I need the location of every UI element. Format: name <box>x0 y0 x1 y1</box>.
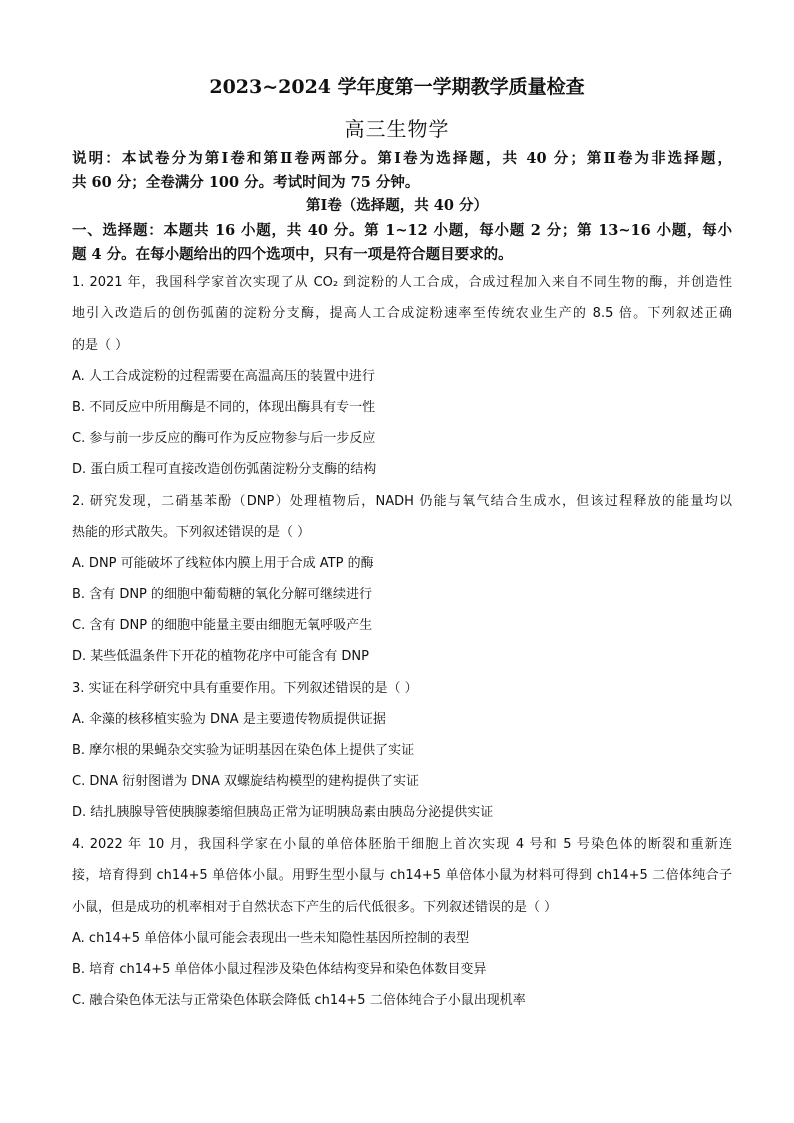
q1-option-d: D. 蛋白质工程可直接改造创伤弧菌淀粉分支酶的结构 <box>72 462 377 477</box>
q4-stem-line-2: 接，培育得到 ch14+5 单倍体小鼠。用野生型小鼠与 ch14+5 单倍体小鼠为材料可得到 ch14+5 二倍体纯合子 <box>72 868 732 883</box>
q2-stem-line-1: 2. 研究发现，二硝基苯酚（DNP）处理植物后，NADH 仍能与氧气结合生成水，但该过程释放的能量均以 <box>72 494 732 509</box>
exam-subject: 高三生物学 <box>344 117 450 141</box>
q3-option-a: A. 伞藻的核移植实验为 DNA 是主要遗传物质提供证据 <box>72 712 386 727</box>
q4-stem-line-1: 4. 2022 年 10 月，我国科学家在小鼠的单倍体胚胎干细胞上首次实现 4 号和 5 号染色体的断裂和重新连 <box>72 837 732 852</box>
q4-option-c: C. 融合染色体无法与正常染色体联会降低 ch14+5 二倍体纯合子小鼠出现机率 <box>72 993 526 1008</box>
q3-stem-line-1: 3. 实证在科学研究中具有重要作用。下列叙述错误的是（ ） <box>72 681 418 696</box>
q2-option-c: C. 含有 DNP 的细胞中能量主要由细胞无氧呼吸产生 <box>72 618 373 633</box>
q1-option-a: A. 人工合成淀粉的过程需要在高温高压的装置中进行 <box>72 369 375 384</box>
q3-option-c: C. DNA 衍射图谱为 DNA 双螺旋结构模型的建构提供了实证 <box>72 774 419 789</box>
q1-stem-line-3: 的是（ ） <box>72 338 129 353</box>
q1-stem-line-1: 1. 2021 年，我国科学家首次实现了从 CO₂ 到淀粉的人工合成，合成过程加入来自不同生物的酶，并创造性 <box>72 275 732 290</box>
part1-title: 第Ⅰ卷（选择题，共 40 分） <box>305 197 489 214</box>
q2-option-b: B. 含有 DNP 的细胞中葡萄糖的氧化分解可继续进行 <box>72 587 373 602</box>
q1-option-c: C. 参与前一步反应的酶可作为反应物参与后一步反应 <box>72 431 376 446</box>
exam-title: 2023~2024 学年度第一学期教学质量检查 <box>209 76 585 98</box>
q1-option-b: B. 不同反应中所用酶是不同的，体现出酶具有专一性 <box>72 400 376 415</box>
q1-stem-line-2: 地引入改造后的创伤弧菌的淀粉分支酶，提高人工合成淀粉速率至传统农业生产的 8.5 倍。下列叙述正确 <box>72 306 732 321</box>
q4-option-b: B. 培育 ch14+5 单倍体小鼠过程涉及染色体结构变异和染色体数目变异 <box>72 962 487 977</box>
section1-line-1: 一、选择题：本题共 16 小题，共 40 分。第 1~12 小题，每小题 2 分；第 13~16 小题，每小 <box>72 222 732 239</box>
q4-stem-line-3: 小鼠，但是成功的机率相对于自然状态下产生的后代低很多。下列叙述错误的是（ ） <box>72 900 558 915</box>
q2-option-d: D. 某些低温条件下开花的植物花序中可能含有 DNP <box>72 649 369 664</box>
section1-line-2: 题 4 分。在每小题给出的四个选项中，只有一项是符合题目要求的。 <box>72 246 513 263</box>
instructions-line-1: 说明：本试卷分为第Ⅰ卷和第Ⅱ卷两部分。第Ⅰ卷为选择题，共 40 分；第Ⅱ卷为非选择题， <box>72 150 732 167</box>
q3-option-d: D. 结扎胰腺导管使胰腺萎缩但胰岛正常为证明胰岛素由胰岛分泌提供实证 <box>72 805 494 820</box>
instructions-line-2: 共 60 分；全卷满分 100 分。考试时间为 75 分钟。 <box>72 174 420 191</box>
q2-option-a: A. DNP 可能破坏了线粒体内膜上用于合成 ATP 的酶 <box>72 556 374 571</box>
q3-option-b: B. 摩尔根的果蝇杂交实验为证明基因在染色体上提供了实证 <box>72 743 415 758</box>
q2-stem-line-2: 热能的形式散失。下列叙述错误的是（ ） <box>72 525 311 540</box>
q4-option-a: A. ch14+5 单倍体小鼠可能会表现出一些未知隐性基因所控制的表型 <box>72 931 470 946</box>
